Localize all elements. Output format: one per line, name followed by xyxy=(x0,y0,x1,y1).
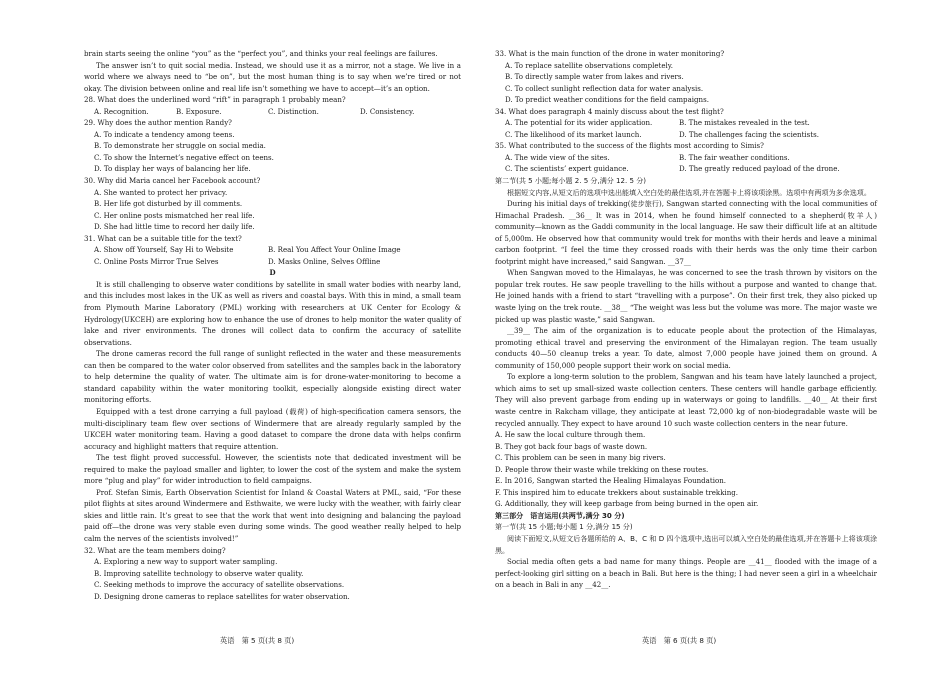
q31-options-row-2 xyxy=(84,256,461,268)
question-31: 31. What can be a suitable title for the text? xyxy=(84,233,242,243)
q34-option-b: B. The mistakes revealed in the test. xyxy=(679,118,810,128)
option-f: F. This inspired him to educate trekkers about sustainable trekking. xyxy=(495,487,739,497)
q30-option-c: C. Her online posts mismatched her real life. xyxy=(94,210,255,220)
q33-option-b: B. To directly sample water from lakes and rivers. xyxy=(505,72,684,82)
q29-option-a: A. To indicate a tendency among teens. xyxy=(94,129,235,139)
q35-option-d: D. The greatly reduced payload of the drone. xyxy=(679,164,840,174)
passage-d-paragraph-4: The test flight proved successful. However, the scientists note that dedicated investment will be required to make the payload smaller and lighter, to lower the cost of the system and make the system more “plug and play” for wider introduction to field campaigns. xyxy=(84,453,461,486)
q31-option-b: B. Real You Affect Your Online Image xyxy=(268,245,401,255)
question-35: 35. What contributed to the success of the flights most according to Simis? xyxy=(495,141,764,151)
page-5-column xyxy=(84,48,461,602)
q31-option-d: D. Masks Online, Selves Offline xyxy=(268,256,381,266)
seven-select-paragraph-3: __39__ The aim of the organization is to educate people about the protection of the Himalayas, promoting ethical travel and preserving the environment of the Himalayan region. The team usually conducts 40—50 cleanup treks a year. To date, almost 7,000 people have joined them on ground. A community of 150,000 people support their work on social media. xyxy=(495,326,877,370)
option-c: C. This problem can be seen in many big rivers. xyxy=(495,453,666,463)
q29-option-c: C. To show the Internet’s negative effect on teens. xyxy=(94,152,274,162)
passage-d-paragraph-1: It is still challenging to observe water conditions by satellite in small water bodies with nearby land, and this includes most lakes in the UK as well as rivers and coastal bays. With this in mind, a small team from Plymouth Marine Laboratory (PML) working with researchers at UK Center for Ecology & Hydrology(UKCEH) are exploring how to enhance the use of drones to help monitor the water quality of lake and river environments. The drones will collect data to confirm the accuracy of satellite observations. xyxy=(84,279,461,347)
option-d: D. People throw their waste while trekking on these routes. xyxy=(495,464,709,474)
q29-option-d: D. To display her ways of balancing her life. xyxy=(94,164,251,174)
part-3-section-1-heading: 第一节(共 15 小题;每小题 1 分,满分 15 分) xyxy=(495,522,633,532)
q32-option-a: A. Exploring a new way to support water sampling. xyxy=(94,557,278,567)
q33-option-a: A. To replace satellite observations completely. xyxy=(505,60,674,70)
option-b: B. They got back four bags of waste down. xyxy=(495,441,648,451)
page-6-footer: 英语 第 6 页(共 8 页) xyxy=(642,636,717,645)
q30-option-b: B. Her life got disturbed by ill comments. xyxy=(94,199,243,209)
passage-c-end-line: brain starts seeing the online “you” as the “perfect you”, and thinks your real feelings are failures. xyxy=(84,49,438,58)
question-30: 30. Why did Maria cancel her Facebook account? xyxy=(84,176,261,186)
q32-option-b: B. Improving satellite technology to observe water quality. xyxy=(94,568,304,578)
question-33: 33. What is the main function of the drone in water monitoring? xyxy=(495,49,725,58)
section-2-instructions: 根据短文内容,从短文后的选项中选出能填入空白处的最佳选项,并在答题卡上将该项涂黑。选项中有两项为多余选项。 xyxy=(507,187,871,197)
question-28: 28. What does the underlined word “rift” in paragraph 1 probably mean? xyxy=(84,95,346,105)
passage-d-paragraph-2: The drone cameras record the full range of sunlight reflected in the water and these measurements can then be compared to the water color observed from satellites and the samples back in the laboratory to help determine the quality of water. The ultimate aim is for drone-water-monitoring to become a standard capability within the water monitoring toolkit, especially alongside existing direct water monitoring efforts. xyxy=(84,349,461,405)
option-g: G. Additionally, they will keep garbage from being burned in the open air. xyxy=(495,499,759,509)
question-34: 34. What does paragraph 4 mainly discuss about the test flight? xyxy=(495,106,724,116)
q35-option-a: A. The wide view of the sites. xyxy=(505,152,610,162)
cloze-paragraph: Social media often gets a bad name for many things. People are __41__ flooded with the image of a perfect-looking girl sitting on a beach in Bali. But here is the thing; I had never seen a girl in a wheelchair on a beach in Bali in any __42__. xyxy=(495,557,877,590)
q34-option-d: D. The challenges facing the scientists. xyxy=(679,129,819,139)
q35-options-row-2 xyxy=(495,163,877,175)
q28-option-a: A. Recognition. xyxy=(94,106,149,116)
q29-option-b: B. To demonstrate her struggle on social media. xyxy=(94,141,266,151)
q28-option-c: C. Distinction. xyxy=(268,106,319,116)
q32-option-c: C. Seeking methods to improve the accuracy of satellite observations. xyxy=(94,580,345,590)
q32-option-d: D. Designing drone cameras to replace satellites for water observation. xyxy=(94,591,350,601)
q34-options-row-2 xyxy=(495,129,877,141)
q30-option-a: A. She wanted to protect her privacy. xyxy=(94,187,228,197)
q33-option-c: C. To collect sunlight reflection data for water analysis. xyxy=(505,83,704,93)
option-e: E. In 2016, Sangwan started the Healing Himalayas Foundation. xyxy=(495,476,726,486)
seven-select-paragraph-4: To explore a long-term solution to the problem, Sangwan and his team have lately launched a project, which aims to set up small-sized waste collection centers. These centers will handle garbage efficiently. They will also prevent garbage from ending up in waterways or going to landfills. __40__ At their first waste centre in Rakcham village, they anticipate at least 72,000 kg of non-biodegradable waste will be recycled annually. They expect to have around 10 such waste collection centers in the near future. xyxy=(495,372,877,428)
page-5-footer: 英语 第 5 页(共 8 页) xyxy=(220,636,295,645)
question-32: 32. What are the team members doing? xyxy=(84,545,226,555)
part-3-instructions: 阅读下面短文,从短文后各题所给的 A、B、C 和 D 四个选项中,选出可以填入空白处的最佳选项,并在答题卡上将该项涂黑。 xyxy=(495,533,877,555)
seven-select-paragraph-1: During his initial days of trekking(徒步旅行), Sangwan started connecting with the local communities of Himachal Pradesh. __36__ It was in 2014, when he found himself connected to a shepherd(牧羊人) community—known as the Gaddi community in the local language. He saw their difficult life at an altitude of 5,000m. He observed how that community would trek for months with their herds and leave a minimal carbon footprint. “I feel the time they crossed roads with their herds was the only time their carbon footprint might have increased,” said Sangwan. __37__ xyxy=(495,199,877,266)
question-29: 29. Why does the author mention Randy? xyxy=(84,118,232,128)
passage-c-final-paragraph: The answer isn’t to quit social media. Instead, we should use it as a mirror, not a stage. We live in a world where we always need to “be on”, but the most human thing is to say when we’re tired or not okay. The division between online and real life isn’t something we have to accept—it’s an option. xyxy=(84,60,461,93)
q31-options-row-1 xyxy=(84,244,461,256)
q35-option-b: B. The fair weather conditions. xyxy=(679,152,790,162)
passage-d-title: D xyxy=(269,268,276,278)
passage-d-paragraph-5: Prof. Stefan Simis, Earth Observation Scientist for Inland & Coastal Waters at PML, said, “For these pilot flights at sites around Windermere and Esthwaite, we were lucky with the weather, with fairly clear skies and little rain. It’s great to see that the work that went into designing and balancing the payload paid off—the drone was very stable even during some winds. The good weather really helped to help calm the nerves of the scientists involved!” xyxy=(84,487,461,543)
q35-option-c: C. The scientists’ expert guidance. xyxy=(505,164,629,174)
seven-select-paragraph-2: When Sangwan moved to the Himalayas, he was concerned to see the trash thrown by visitors on the popular trek routes. He saw people travelling to the hills without a purpose and wanted to change that. He joined hands with a friend to start “travelling with a purpose”. On their first trek, they also picked up waste lying on the trek route. __38__ “The weight was less but the volume was more. The major waste we picked up was plastic waste,” said Sangwan. xyxy=(495,268,877,324)
page-6-column xyxy=(495,48,877,591)
section-2-heading: 第二节(共 5 小题;每小题 2. 5 分,满分 12. 5 分) xyxy=(495,176,647,186)
q28-option-d: D. Consistency. xyxy=(360,106,415,116)
q35-options-row-1 xyxy=(495,152,877,164)
passage-d-paragraph-3: Equipped with a test drone carrying a full payload (载荷) of high-specification camera sensors, the multi-disciplinary team flew over sections of Windermere that are already regularly sampled by the UKCEH water monitoring team. Having a good dataset to compare the drone data with helps confirm accuracy and highlight matters that require attention. xyxy=(84,406,461,451)
q31-option-a: A. Show off Yourself, Say Hi to Website xyxy=(94,245,234,255)
question-28-options xyxy=(84,106,461,118)
q28-option-b: B. Exposure. xyxy=(176,106,222,116)
option-a: A. He saw the local culture through them. xyxy=(495,430,646,440)
q30-option-d: D. She had little time to record her daily life. xyxy=(94,222,255,232)
part-3-heading: 第三部分 语言运用(共两节,满分 30 分) xyxy=(495,510,625,520)
q34-option-a: A. The potential for its wider application. xyxy=(505,118,653,128)
q34-option-c: C. The likelihood of its market launch. xyxy=(505,129,642,139)
q31-option-c: C. Online Posts Mirror True Selves xyxy=(94,256,219,266)
q34-options-row-1 xyxy=(495,117,877,129)
q33-option-d: D. To predict weather conditions for the field campaigns. xyxy=(505,95,709,105)
